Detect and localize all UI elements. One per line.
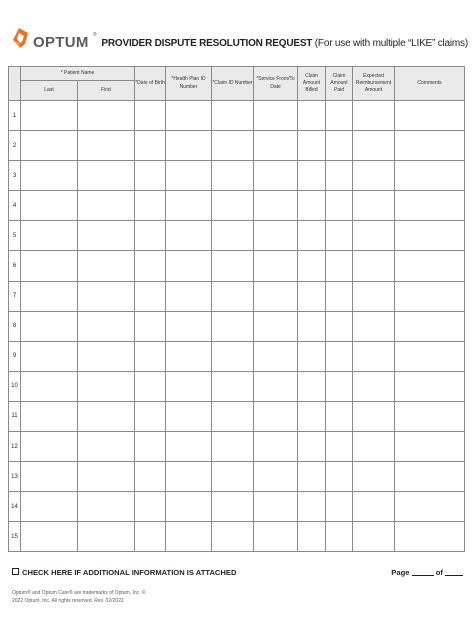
table-cell[interactable] [166, 371, 212, 401]
table-cell[interactable] [326, 161, 353, 191]
header-expected-reimbursement: Expected Reimbursement Amount [353, 67, 395, 101]
header-comments: Comments [395, 67, 465, 101]
table-cell[interactable] [135, 131, 166, 161]
table-cell[interactable] [298, 131, 326, 161]
table-row [9, 432, 465, 462]
table-cell[interactable] [298, 371, 326, 401]
row-number: 2 [9, 131, 21, 161]
table-cell[interactable] [353, 341, 395, 371]
row-number: 7 [9, 281, 21, 311]
row-number: 14 [9, 492, 21, 522]
row-number: 11 [9, 401, 21, 431]
table-cell[interactable] [135, 462, 166, 492]
table-cell[interactable] [21, 492, 78, 522]
table-row [9, 462, 465, 492]
table-cell[interactable] [254, 191, 298, 221]
table-cell[interactable] [353, 191, 395, 221]
table-cell[interactable] [298, 281, 326, 311]
table-cell[interactable] [135, 101, 166, 131]
table-cell[interactable] [395, 492, 465, 522]
table-cell[interactable] [254, 492, 298, 522]
checkbox-icon[interactable] [12, 568, 19, 575]
table-cell[interactable] [21, 251, 78, 281]
table-cell[interactable] [135, 281, 166, 311]
header-first-name: First [78, 81, 135, 101]
row-number: 12 [9, 432, 21, 462]
row-number: 15 [9, 522, 21, 552]
table-row [9, 251, 465, 281]
table-cell[interactable] [353, 401, 395, 431]
header-date-of-birth: *Date of Birth [135, 67, 166, 101]
additional-info-label: CHECK HERE IF ADDITIONAL INFORMATION IS ATTACHED [22, 568, 237, 577]
legal-line-2: 2022 Optum, Inc. All rights reserved. Rev. 02/2022 [12, 598, 124, 604]
logo-wordmark: OPTUM [33, 34, 89, 51]
header-claim-paid: Claim Amount Paid [326, 67, 353, 101]
table-cell[interactable] [212, 251, 254, 281]
table-cell[interactable] [254, 371, 298, 401]
table-row [9, 371, 465, 401]
row-number: 8 [9, 311, 21, 341]
header-claim-billed: Claim Amount Billed [298, 67, 326, 101]
table-cell[interactable] [326, 522, 353, 552]
table-cell[interactable] [353, 311, 395, 341]
legal-line-1: Optum® and Optum Care® are trademarks of Optum, Inc. © [12, 590, 146, 596]
table-cell[interactable] [298, 341, 326, 371]
table-row [9, 161, 465, 191]
table-cell[interactable] [298, 462, 326, 492]
form-title-main: PROVIDER DISPUTE RESOLUTION REQUEST [101, 38, 313, 49]
header-claim-id: *Claim ID Number [212, 67, 254, 101]
additional-info-checkbox[interactable] [12, 568, 236, 577]
table-cell[interactable] [21, 432, 78, 462]
table-row [9, 131, 465, 161]
table-cell[interactable] [212, 221, 254, 251]
table-cell[interactable] [326, 191, 353, 221]
table-cell[interactable] [326, 371, 353, 401]
table-cell[interactable] [135, 492, 166, 522]
table-cell[interactable] [298, 401, 326, 431]
table-cell[interactable] [78, 432, 135, 462]
table-cell[interactable] [395, 341, 465, 371]
table-cell[interactable] [78, 161, 135, 191]
table-cell[interactable] [21, 311, 78, 341]
table-cell[interactable] [212, 161, 254, 191]
table-cell[interactable] [326, 341, 353, 371]
table-cell[interactable] [326, 492, 353, 522]
table-row [9, 522, 465, 552]
table-cell[interactable] [395, 311, 465, 341]
table-cell[interactable] [212, 341, 254, 371]
table-cell[interactable] [212, 191, 254, 221]
claims-table [8, 66, 465, 552]
table-cell[interactable] [254, 161, 298, 191]
table-cell[interactable] [326, 281, 353, 311]
table-cell[interactable] [78, 131, 135, 161]
table-cell[interactable] [21, 371, 78, 401]
table-cell[interactable] [212, 492, 254, 522]
table-cell[interactable] [353, 462, 395, 492]
page-number-field[interactable] [412, 575, 434, 576]
row-number: 9 [9, 341, 21, 371]
table-cell[interactable] [254, 432, 298, 462]
table-cell[interactable] [135, 341, 166, 371]
form-title [0, 38, 468, 49]
table-cell[interactable] [353, 131, 395, 161]
table-cell[interactable] [78, 522, 135, 552]
table-cell[interactable] [135, 432, 166, 462]
table-cell[interactable] [353, 221, 395, 251]
table-cell[interactable] [21, 131, 78, 161]
table-cell[interactable] [78, 401, 135, 431]
table-cell[interactable] [395, 251, 465, 281]
table-cell[interactable] [212, 311, 254, 341]
table-cell[interactable] [212, 281, 254, 311]
table-cell[interactable] [326, 401, 353, 431]
row-number: 3 [9, 161, 21, 191]
header-patient-name: * Patient Name [21, 67, 135, 81]
table-cell[interactable] [254, 221, 298, 251]
table-cell[interactable] [254, 101, 298, 131]
row-number: 13 [9, 462, 21, 492]
table-cell[interactable] [395, 131, 465, 161]
table-cell[interactable] [135, 522, 166, 552]
table-cell[interactable] [166, 492, 212, 522]
table-cell[interactable] [212, 462, 254, 492]
table-cell[interactable] [326, 131, 353, 161]
table-cell[interactable] [166, 401, 212, 431]
table-cell[interactable] [135, 401, 166, 431]
table-cell[interactable] [353, 251, 395, 281]
table-cell[interactable] [135, 311, 166, 341]
table-cell[interactable] [78, 371, 135, 401]
form-title-sub: (For use with multiple “LIKE” claims) [312, 38, 468, 49]
row-number: 4 [9, 191, 21, 221]
page-indicator [391, 568, 463, 577]
table-cell[interactable] [166, 462, 212, 492]
of-label: of [435, 568, 443, 577]
table-cell[interactable] [395, 221, 465, 251]
table-cell[interactable] [21, 191, 78, 221]
table-row [9, 191, 465, 221]
table-cell[interactable] [353, 492, 395, 522]
header-service-dates: *Service From/To Date [254, 67, 298, 101]
table-cell[interactable] [254, 462, 298, 492]
table-row [9, 492, 465, 522]
table-cell[interactable] [254, 131, 298, 161]
table-cell[interactable] [298, 522, 326, 552]
table-cell[interactable] [254, 341, 298, 371]
logo-registered-mark: ® [93, 32, 97, 38]
table-cell[interactable] [78, 462, 135, 492]
table-cell[interactable] [395, 432, 465, 462]
page-total-field[interactable] [445, 575, 463, 576]
row-number: 6 [9, 251, 21, 281]
row-number: 10 [9, 371, 21, 401]
table-cell[interactable] [21, 221, 78, 251]
table-cell[interactable] [254, 251, 298, 281]
table-cell[interactable] [326, 432, 353, 462]
table-row [9, 281, 465, 311]
table-cell[interactable] [395, 161, 465, 191]
header-last-name: Last [21, 81, 78, 101]
table-cell[interactable] [166, 311, 212, 341]
table-cell[interactable] [326, 101, 353, 131]
table-cell[interactable] [166, 281, 212, 311]
table-cell[interactable] [212, 131, 254, 161]
table-cell[interactable] [135, 191, 166, 221]
table-cell[interactable] [298, 492, 326, 522]
legal-notice [12, 589, 146, 605]
table-cell[interactable] [298, 432, 326, 462]
table-cell[interactable] [135, 371, 166, 401]
table-cell[interactable] [166, 161, 212, 191]
table-cell[interactable] [298, 191, 326, 221]
table-cell[interactable] [298, 101, 326, 131]
table-cell[interactable] [326, 311, 353, 341]
table-cell[interactable] [353, 101, 395, 131]
table-cell[interactable] [212, 522, 254, 552]
table-cell[interactable] [298, 311, 326, 341]
table-cell[interactable] [78, 191, 135, 221]
table-cell[interactable] [166, 131, 212, 161]
table-cell[interactable] [395, 462, 465, 492]
table-cell[interactable] [298, 251, 326, 281]
table-cell[interactable] [135, 221, 166, 251]
table-cell[interactable] [78, 492, 135, 522]
table-cell[interactable] [353, 522, 395, 552]
table-row [9, 311, 465, 341]
table-cell[interactable] [395, 281, 465, 311]
table-cell[interactable] [212, 432, 254, 462]
table-cell[interactable] [166, 221, 212, 251]
table-cell[interactable] [21, 161, 78, 191]
table-cell[interactable] [395, 191, 465, 221]
table-cell[interactable] [135, 161, 166, 191]
table-cell[interactable] [21, 341, 78, 371]
table-cell[interactable] [298, 161, 326, 191]
table-cell[interactable] [395, 101, 465, 131]
table-cell[interactable] [353, 371, 395, 401]
table-cell[interactable] [78, 311, 135, 341]
table-cell[interactable] [166, 101, 212, 131]
table-cell[interactable] [78, 251, 135, 281]
header-row-number [9, 67, 21, 101]
table-cell[interactable] [254, 311, 298, 341]
table-cell[interactable] [166, 191, 212, 221]
table-cell[interactable] [254, 281, 298, 311]
table-cell[interactable] [78, 341, 135, 371]
table-row [9, 101, 465, 131]
table-cell[interactable] [212, 371, 254, 401]
table-cell[interactable] [21, 462, 78, 492]
table-cell[interactable] [326, 462, 353, 492]
table-cell[interactable] [326, 251, 353, 281]
table-cell[interactable] [353, 432, 395, 462]
table-row [9, 221, 465, 251]
table-cell[interactable] [21, 522, 78, 552]
table-cell[interactable] [78, 221, 135, 251]
table-cell[interactable] [395, 522, 465, 552]
table-cell[interactable] [212, 401, 254, 431]
row-number: 1 [9, 101, 21, 131]
table-row [9, 341, 465, 371]
table-cell[interactable] [21, 281, 78, 311]
table-cell[interactable] [166, 522, 212, 552]
table-cell[interactable] [395, 401, 465, 431]
table-cell[interactable] [395, 371, 465, 401]
table-row [9, 401, 465, 431]
table-cell[interactable] [254, 522, 298, 552]
row-number: 5 [9, 221, 21, 251]
table-cell[interactable] [166, 251, 212, 281]
table-cell[interactable] [21, 101, 78, 131]
table-cell[interactable] [353, 161, 395, 191]
table-cell[interactable] [326, 221, 353, 251]
table-cell[interactable] [298, 221, 326, 251]
table-cell[interactable] [135, 251, 166, 281]
page-label: Page [391, 568, 410, 577]
table-cell[interactable] [78, 101, 135, 131]
table-cell[interactable] [21, 401, 78, 431]
table-cell[interactable] [166, 341, 212, 371]
table-cell[interactable] [78, 281, 135, 311]
table-cell[interactable] [353, 281, 395, 311]
header-health-plan-id: *Health Plan ID Number [166, 67, 212, 101]
table-cell[interactable] [254, 401, 298, 431]
table-cell[interactable] [166, 432, 212, 462]
table-cell[interactable] [212, 101, 254, 131]
